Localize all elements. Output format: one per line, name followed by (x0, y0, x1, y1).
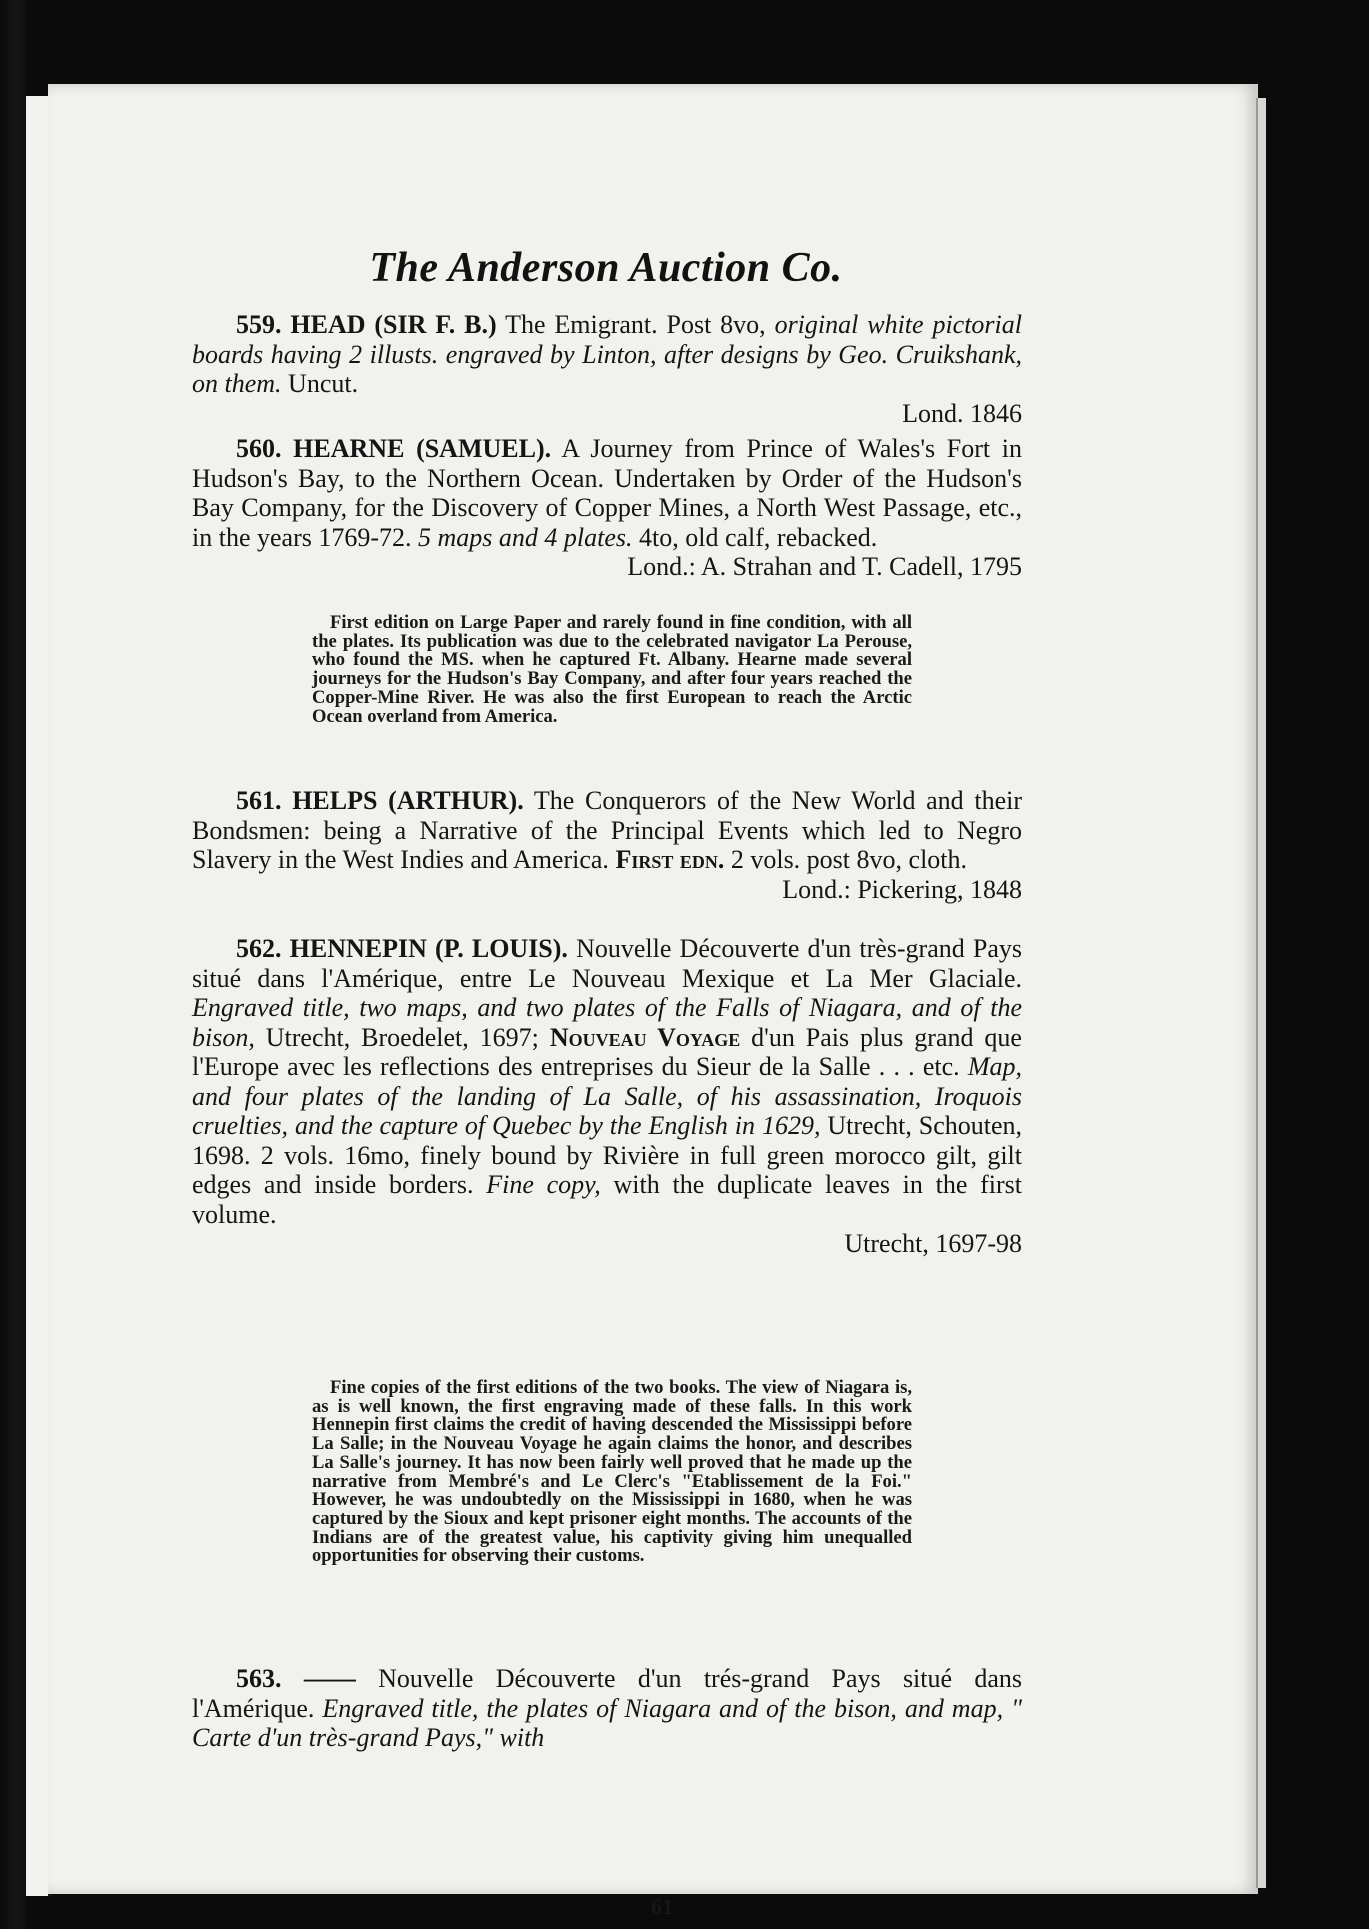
lot-560 (192, 434, 1022, 582)
lot-place: Lond.: Pickering, 1848 (782, 874, 1022, 904)
lot-body: The Conquerors of the New World and their Bondsmen: being a Narrative of the Principal Events which led to Negro Slavery in the West Indies and America. (192, 786, 1023, 874)
lot-number: 562. (236, 934, 282, 963)
lot-author: HELPS (ARTHUR). (292, 786, 524, 815)
note-text: First edition on Large Paper and rarely found in fine condition, with all the plates. Its publication was due to the celebrated navigator La Perouse, who found the MS. when he captured Ft. Albany. Hearne made several journeys for the Hudson's Bay Company, and after four years reached the Copper-Mine River. He was also the first European to reach the Arctic Ocean overland from America. (312, 612, 912, 727)
lot-body-post: 4to, old calf, rebacked. (632, 522, 878, 552)
lot-body: Nouvelle Découverte d'un très-grand Pays situé dans l'Amérique, entre Le Nouveau Mexique et La Mer Glaciale. (192, 934, 1023, 993)
lot-562-note (312, 1379, 912, 1566)
lot-number: 563. (236, 1664, 282, 1693)
lot-560-note (312, 614, 912, 726)
lot-edition: First edn. (615, 845, 725, 874)
lot-561 (192, 786, 1022, 904)
note-text: Fine copies of the first editions of the two books. The view of Niagara is, as is well known, the first engraving made of these falls. In this work Hennepin first claims the credit of having descended the Mississippi before La Salle; in the Nouveau Voyage he again claims the honor, and describes La Salle's journey. It has now been fairly well proved that he made up the narrative from Membré's and Le Clerc's "Etablissement de la Foi." However, he was undoubtedly on the Mississippi in 1680, when he was captured by the Sioux and kept prisoner eight months. The accounts of the Indians are of the greatest value, his captivity giving him unequalled opportunities for observing their customs. (312, 1377, 912, 1567)
lot-body-post: Uncut. (281, 369, 359, 398)
lot-body-italic: 5 maps and 4 plates. (418, 522, 633, 552)
lot-place: Lond. 1846 (902, 398, 1022, 428)
lot-body: Utrecht, Schouten, 1698. 2 vols. 16mo, finely bound by Rivière in full green morocco gilt, gilt edges and inside borders. (192, 1111, 1022, 1199)
page-number: 61 (651, 1894, 673, 1919)
lot-body: A Journey from Prince of Wales's Fort in Hudson's Bay, to the Northern Ocean. Undertaken by Order of the Hudson's Bay Company, for the Discovery of Copper Mines, a North West Passage, etc., in the years 1769-72. (192, 434, 1023, 552)
scan-background-left (0, 0, 26, 1929)
lot-body-italic: Engraved title, the plates of Niagara and of the bison, and map, " Carte d'un très-grand Pays," with (192, 1693, 1022, 1752)
lot-body: with the duplicate leaves in the first volume. (192, 1170, 1023, 1229)
lot-author: HEARNE (SAMUEL). (293, 434, 552, 463)
lot-body-italic: Engraved title, two maps, and two plates of the Falls of Niagara, and of the bison, (192, 993, 1022, 1052)
lot-author: HENNEPIN (P. LOUIS). (289, 934, 568, 963)
lot-body-italic: Map, and four plates of the landing of La Salle, of his assassination, Iroquois cruelties, and the capture of Quebec by the English in 1629, (192, 1052, 1022, 1140)
lot-562 (192, 934, 1022, 1259)
lot-second-title: Nouveau Voyage (549, 1022, 741, 1052)
lot-place: Lond.: A. Strahan and T. Cadell, 1795 (627, 552, 1022, 581)
running-head: The Anderson Auction Co. (369, 245, 843, 291)
lot-number: 561. (236, 786, 282, 815)
lot-body: The Emigrant. Post 8vo, (496, 310, 775, 339)
lot-body: Nouvelle Découverte d'un trés-grand Pays situé dans l'Amérique. (192, 1664, 1023, 1723)
lot-place: Utrecht, 1697-98 (844, 1229, 1022, 1258)
lot-559 (192, 310, 1022, 428)
catalogue-page (48, 84, 1258, 1919)
lot-author: HEAD (SIR F. B.) (290, 310, 497, 339)
lot-body: d'un Pais plus grand que l'Europe avec les reflections des entreprises du Sieur de la Salle . . . etc. (192, 1022, 1022, 1081)
lot-563 (192, 1664, 1022, 1753)
lot-body-post: 2 vols. post 8vo, cloth. (724, 845, 968, 874)
lot-body: Utrecht, Broedelet, 1697; (254, 1022, 550, 1052)
lot-author: —— (303, 1664, 356, 1693)
lot-number: 559. (236, 310, 282, 339)
page-edge-right (1256, 98, 1266, 1888)
lot-body-italic: Fine copy, (486, 1170, 601, 1199)
lot-number: 560. (236, 434, 282, 463)
lot-body-italic: original white pictorial boards having 2 illusts. engraved by Linton, after designs by Geo. Cruikshank, on them. (192, 310, 1022, 398)
